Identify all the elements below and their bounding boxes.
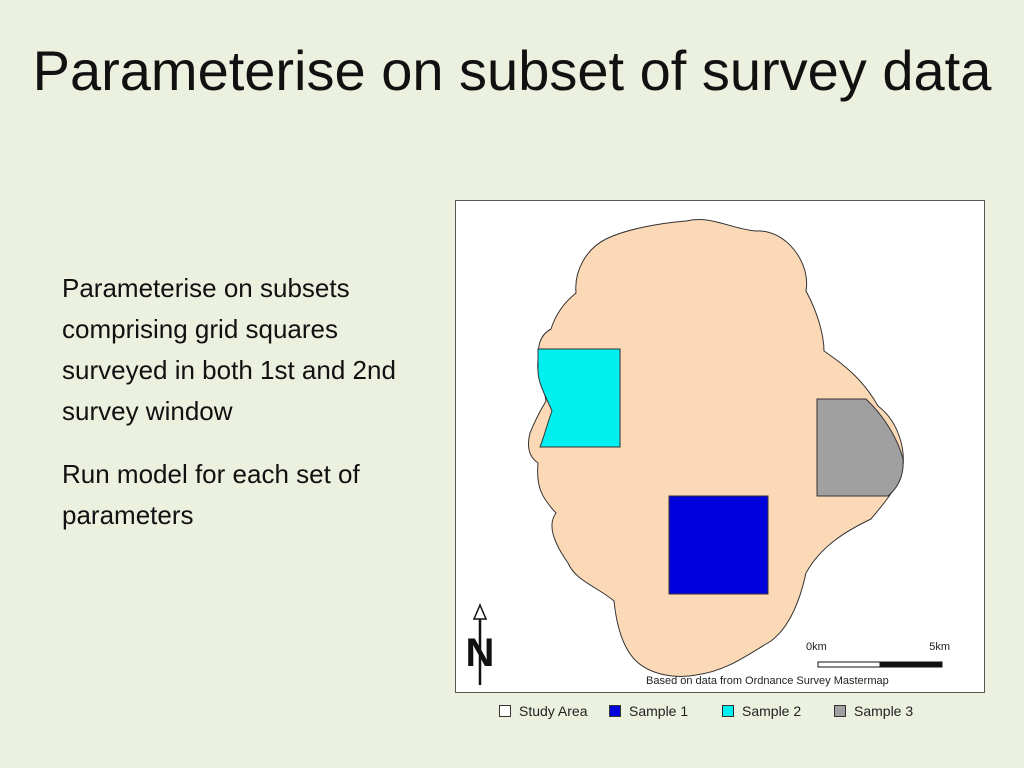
legend-swatch — [499, 705, 511, 717]
map-credit: Based on data from Ordnance Survey Mastermap — [646, 675, 889, 687]
legend-item-study-area — [499, 703, 588, 719]
bullet-list — [62, 268, 402, 558]
sample-3-region — [817, 399, 903, 496]
slide-title: Parameterise on subset of survey data — [32, 39, 992, 102]
legend-label: Sample 2 — [742, 703, 802, 719]
legend-label: Sample 3 — [854, 703, 914, 719]
map-canvas — [456, 201, 984, 692]
legend-label: Study Area — [519, 703, 588, 719]
study-area-map — [455, 200, 985, 693]
map-legend — [455, 700, 985, 724]
sample-2-region — [538, 349, 620, 447]
bullet-item: Parameterise on subsets comprising grid squares surveyed in both 1st and 2nd survey window — [62, 273, 396, 426]
scale-bar-end-label: 5km — [929, 641, 950, 653]
sample-1-region — [669, 496, 768, 594]
north-arrow-icon — [466, 605, 495, 685]
legend-item-sample-2 — [722, 703, 801, 719]
scale-bar — [806, 641, 950, 667]
bullet-item: Run model for each set of parameters — [62, 459, 360, 530]
legend-swatch — [609, 705, 621, 717]
scale-bar-start-label: 0km — [806, 641, 827, 653]
scale-bar-white-segment — [818, 662, 880, 667]
legend-item-sample-1 — [609, 703, 688, 719]
north-arrow-label: N — [465, 631, 495, 675]
scale-bar-black-segment — [880, 662, 942, 667]
legend-swatch — [722, 705, 734, 717]
legend-swatch — [834, 705, 846, 717]
legend-label: Sample 1 — [629, 703, 689, 719]
legend-item-sample-3 — [834, 703, 913, 719]
